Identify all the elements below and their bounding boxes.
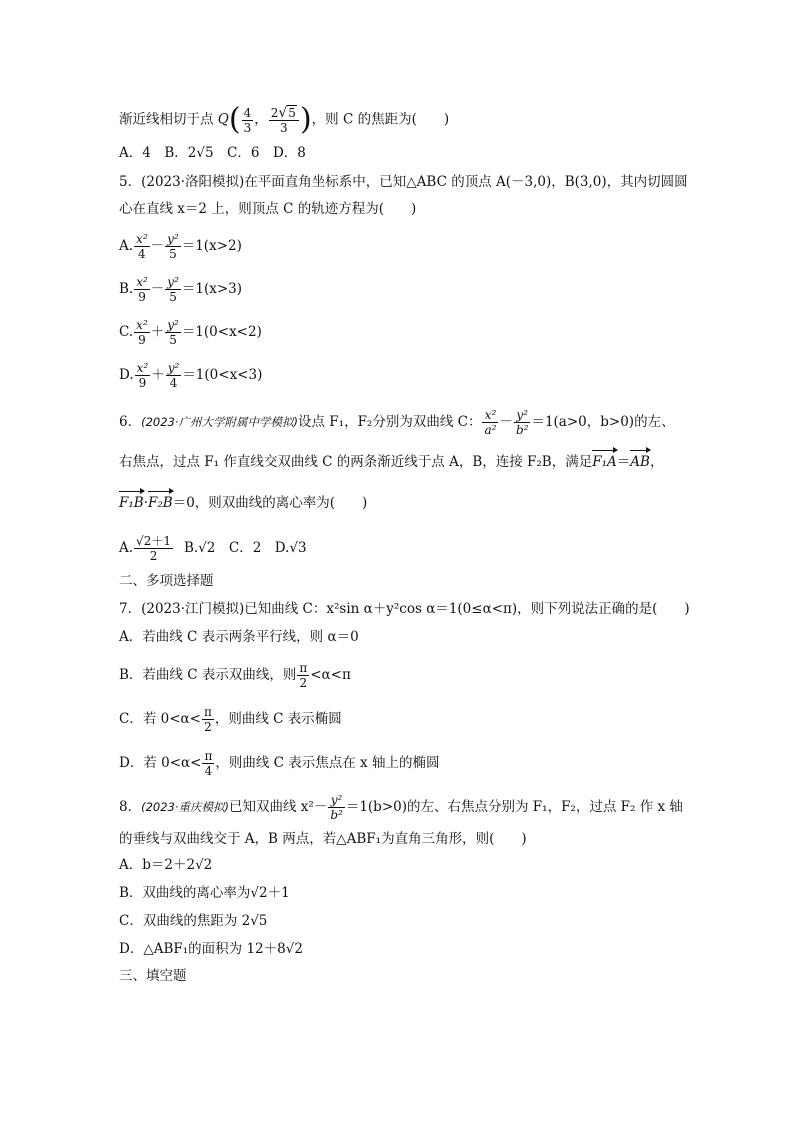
q5-line1: 5．(2023·洛阳模拟)在平面直角坐标系中，已知△ABC 的顶点 A(－3,0)，B(3,0)，其内切圆圆 (119, 174, 688, 190)
q6-options: A. $\frac{√2+1}{2}$ B.√2 C．2 D.√3 (119, 534, 307, 563)
q7-option-b: B．若曲线 C 表示双曲线，则 $\frac{\pi}{2}$ <α<π (119, 661, 351, 690)
q4-x-fraction: $\frac{4}{3}$ (243, 105, 252, 135)
q7-option-d: D．若 0<α< $\frac{\pi}{4}$ ，则曲线 C 表示焦点在 x 轴上的椭圆 (119, 749, 440, 778)
q7-option-c: C．若 0<α< $\frac{\pi}{2}$ ，则曲线 C 表示椭圆 (119, 705, 342, 734)
q6-line2: 右焦点，过点 F₁ 作直线交双曲线 C 的两条渐近线于点 A，B，连接 F₂B，满足F₁A＝AB， (119, 454, 664, 470)
paren-left: ( (228, 102, 241, 137)
paren-right: ) (299, 102, 312, 137)
q5-option-b: B. $\frac{\text{x²}}{9}$ － $\frac{\text{y²}}{5}$ ＝1(x>3) (119, 275, 243, 304)
q6-option-a-fraction: $\frac{√2+1}{2}$ (136, 534, 171, 563)
q5-option-a: A. $\frac{\text{x²}}{4}$ － $\frac{\text{y²}}{5}$ ＝1(x>2) (119, 232, 242, 261)
q8-option-d: D．△ABF₁的面积为 12＋8√2 (119, 941, 303, 957)
vector-ab: AB (630, 454, 650, 470)
vector-f2b: F₂B (148, 495, 173, 511)
q4-tail-line (119, 102, 450, 137)
q8-option-c: C．双曲线的焦距为 2√5 (119, 913, 268, 929)
q8-option-b: B．双曲线的离心率为√2＋1 (119, 885, 290, 901)
vector-f1a: F₁A (592, 454, 617, 470)
q6-line1: 6．(2023·广州大学附属中学模拟)设点 F₁，F₂分别为双曲线 C： $\frac{\text{x²}}{\text{a²}}$ － $\frac{\text{y²}}{\text{b²}}$ ＝1(a>0，b>0)的左、 (119, 408, 675, 437)
q8-source: (2023·重庆模拟) (141, 800, 229, 814)
vector-f1b: F₁B (119, 495, 144, 511)
q7-stem: 7．(2023·江门模拟)已知曲线 C：x²sin α＋y²cos α＝1(0≤α<π)，则下列说法正确的是( ) (119, 601, 690, 617)
q4-prefix: 渐近线相切于点 (119, 111, 218, 128)
q5-option-c: C. $\frac{\text{x²}}{9}$ ＋ $\frac{\text{y²}}{5}$ ＝1(0<x<2) (119, 318, 262, 347)
q5-line2: 心在直线 x＝2 上，则顶点 C 的轨迹方程为( ) (119, 201, 417, 217)
q5-option-d: D. $\frac{\text{x²}}{9}$ ＋ $\frac{\text{y²}}{4}$ ＝1(0<x<3) (119, 361, 263, 390)
q4-options: A．4 B．2√5 C．6 D．8 (119, 145, 306, 161)
q6-source: (2023·广州大学附属中学模拟) (141, 415, 298, 429)
section-heading-fill-in: 三、填空题 (119, 968, 187, 984)
q6-line3: F₁B·F₂B＝0，则双曲线的离心率为( ) (119, 495, 368, 511)
q8-line2: 的垂线与双曲线交于 A，B 两点，若△ABF₁为直角三角形，则( ) (119, 831, 527, 847)
q4-point-name: Q (217, 111, 229, 128)
q4-y-fraction: $\frac{2√5}{3}$ (269, 105, 299, 135)
q8-option-a: A．b＝2＋2√2 (119, 857, 213, 873)
section-heading-multiple-choice: 二、多项选择题 (119, 573, 214, 589)
q4-sep: ， (254, 111, 268, 128)
q8-line1: 8．(2023·重庆模拟)已知双曲线 x²－ $\frac{\text{y²}}{\text{b²}}$ ＝1(b>0)的左、右焦点分别为 F₁，F₂，过点 F₂ 作 x 轴 (119, 793, 683, 822)
q4-suffix: ，则 C 的焦距为( ) (311, 111, 450, 128)
q7-option-a: A．若曲线 C 表示两条平行线，则 α＝0 (119, 629, 359, 645)
